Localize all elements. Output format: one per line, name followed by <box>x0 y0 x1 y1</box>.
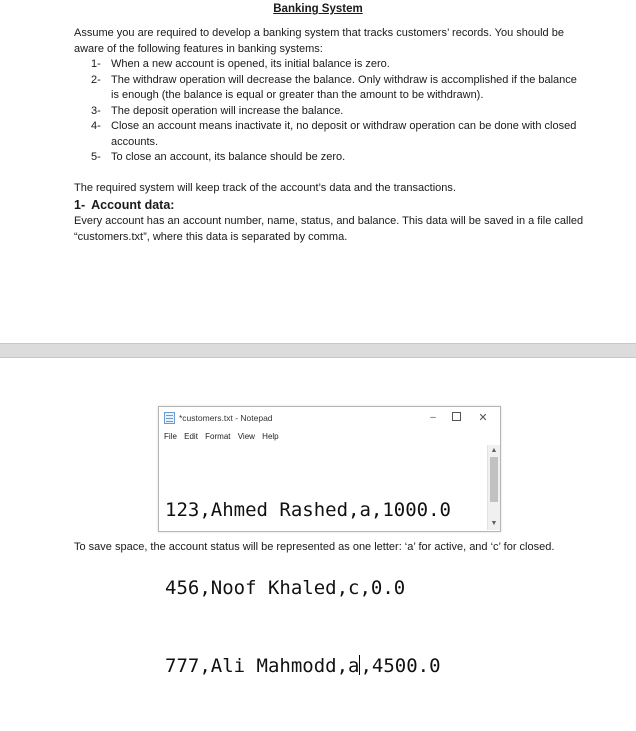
menu-file[interactable]: File <box>164 432 177 441</box>
list-item-number: 4- <box>91 120 101 132</box>
notepad-icon <box>164 412 175 424</box>
menu-help[interactable]: Help <box>262 432 279 441</box>
notepad-menubar <box>159 430 279 444</box>
notepad-window-title: *customers.txt - Notepad <box>179 413 273 423</box>
text-line: 123,Ahmed Rashed,a,1000.0 <box>165 499 451 521</box>
list-item-text: The withdraw operation will decrease the balance. Only withdraw is accomplished if the balance is enough (the balance is equal or greater than the amount to be withdrawn). <box>111 73 577 101</box>
page-break <box>0 343 636 358</box>
list-item <box>74 119 584 150</box>
account-data-paragraph: Every account has an account number, name, status, and balance. This data will be saved in a file called “customers.txt”, where this data is separated by comma. <box>74 215 584 243</box>
section-heading <box>74 197 174 213</box>
section-number: 1- <box>74 198 86 212</box>
list-item-text: When a new account is opened, its initial balance is zero. <box>111 58 390 70</box>
menu-edit[interactable]: Edit <box>184 432 198 441</box>
minimize-button[interactable] <box>422 410 444 426</box>
feature-list <box>74 57 584 166</box>
scrollbar-thumb[interactable] <box>490 457 498 502</box>
text-line: 456,Noof Khaled,c,0.0 <box>165 577 406 599</box>
section-heading-text: Account data: <box>91 198 175 212</box>
list-item-text: The deposit operation will increase the balance. <box>111 104 344 117</box>
text-line-before-caret: 777,Ali Mahmodd,a <box>165 655 360 677</box>
list-item-text: Close an account means inactivate it, no deposit or withdraw operation can be done with closed accounts. <box>111 120 577 148</box>
status-note-paragraph: To save space, the account status will be represented as one letter: ‘a’ for active, and ‘c’ for closed. <box>74 541 555 553</box>
document-title: Banking System <box>273 3 363 15</box>
scroll-down-icon[interactable]: ▼ <box>490 520 498 527</box>
close-icon: ✕ <box>478 412 488 424</box>
intro-paragraph: Assume you are required to develop a banking system that tracks customers’ records. You should be aware of the following features in banking systems: <box>74 27 564 55</box>
list-item <box>74 57 584 73</box>
menu-view[interactable]: View <box>237 432 255 441</box>
close-button[interactable] <box>472 410 494 426</box>
minimize-icon: – <box>430 412 436 423</box>
list-item-number: 2- <box>91 73 101 86</box>
list-item <box>74 104 584 120</box>
scroll-up-icon[interactable]: ▲ <box>490 447 498 454</box>
list-item-number: 1- <box>91 58 101 70</box>
list-item <box>74 73 584 104</box>
list-item-number: 3- <box>91 104 101 117</box>
notepad-titlebar[interactable] <box>159 407 500 429</box>
maximize-icon <box>452 412 461 421</box>
list-item-text: To close an account, its balance should be zero. <box>111 151 346 163</box>
list-item-number: 5- <box>91 151 101 163</box>
maximize-button[interactable] <box>445 410 467 426</box>
menu-format[interactable]: Format <box>205 432 231 441</box>
vertical-scrollbar[interactable] <box>487 445 500 530</box>
list-item <box>74 150 584 166</box>
tracking-paragraph: The required system will keep track of the account’s data and the transactions. <box>74 182 456 194</box>
text-line <box>163 653 487 679</box>
text-line-after-caret: ,4500.0 <box>360 655 441 677</box>
